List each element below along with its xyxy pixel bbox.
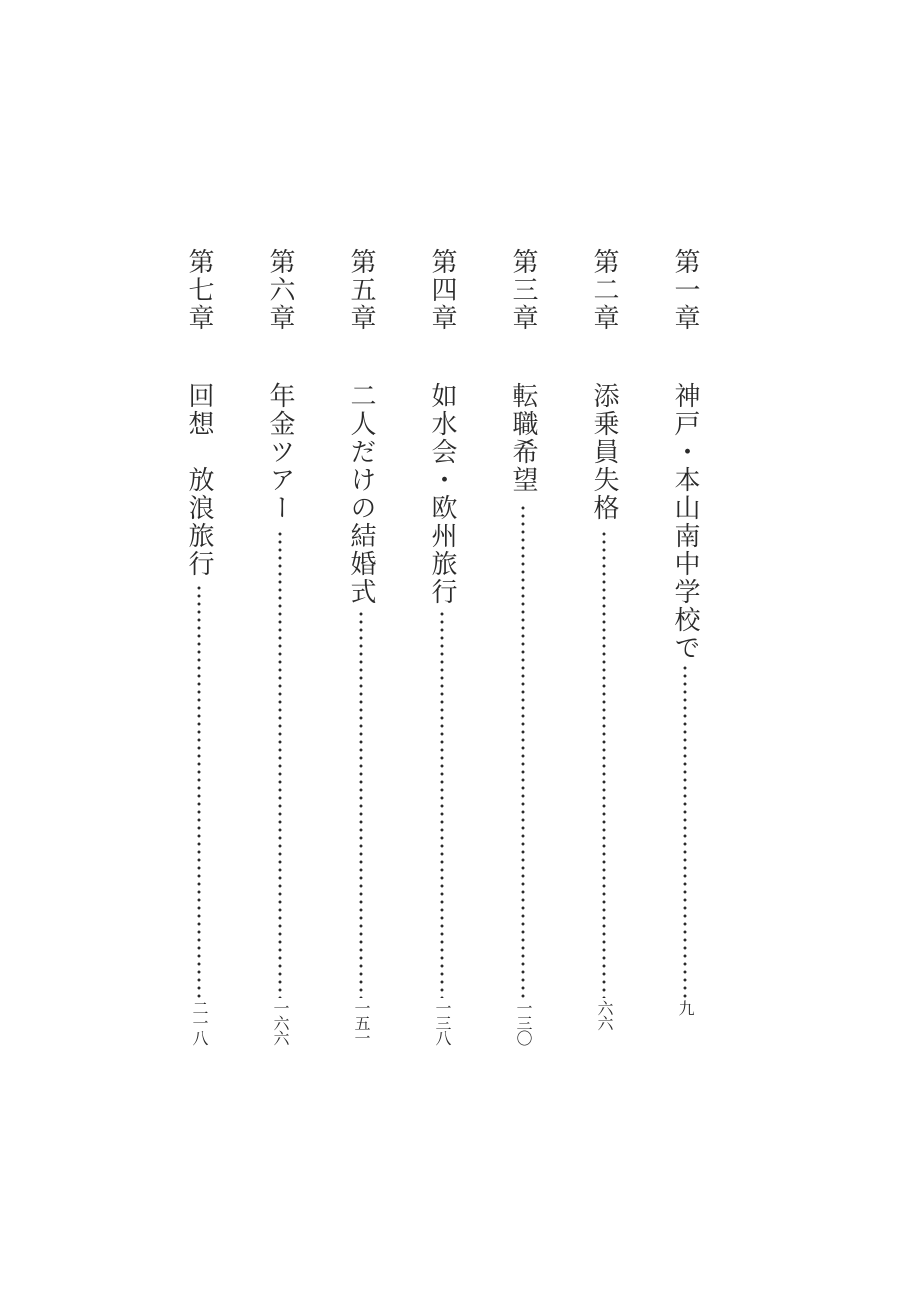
toc-entry-chapter-5 (341, 248, 381, 1048)
dot-leader (197, 584, 201, 998)
chapter-title: 回想 放浪旅行 (184, 382, 214, 578)
dot-leader (278, 530, 282, 998)
toc-entry-chapter-4 (422, 248, 462, 1048)
chapter-number: 第五章 (346, 248, 376, 332)
chapter-number: 第二章 (589, 248, 619, 332)
page-number: 一三八 (433, 1000, 452, 1045)
chapter-title: 二人だけの結婚式 (346, 382, 376, 606)
page-number: 二一八 (190, 1000, 209, 1045)
chapter-title: 如水会・欧州旅行 (427, 382, 457, 606)
dot-leader (683, 664, 687, 998)
dot-leader (359, 610, 363, 998)
chapter-title: 添乗員失格 (589, 382, 619, 522)
chapter-number: 第四章 (427, 248, 457, 332)
toc-entry-chapter-2 (584, 248, 624, 1048)
chapter-number: 第一章 (670, 248, 700, 332)
chapter-title: 神戸・本山南中学校で (670, 382, 700, 662)
dot-leader (521, 504, 525, 998)
dot-leader (602, 530, 606, 998)
dot-leader (440, 610, 444, 998)
page-number: 九 (676, 1000, 695, 1015)
chapter-number: 第六章 (265, 248, 295, 332)
toc-entry-chapter-3 (503, 248, 543, 1048)
page-number: 一六六 (271, 1000, 290, 1045)
toc-entry-chapter-6 (260, 248, 300, 1048)
page-number: 六六 (595, 1000, 614, 1030)
page-number: 一五一 (352, 1000, 371, 1045)
chapter-number: 第三章 (508, 248, 538, 332)
toc-entry-chapter-1 (665, 248, 705, 1048)
chapter-number: 第七章 (184, 248, 214, 332)
chapter-title: 年金ツアー (265, 382, 295, 522)
page-number: 一三〇 (514, 1000, 533, 1045)
toc-entry-chapter-7 (179, 248, 219, 1048)
chapter-title: 転職希望 (508, 382, 538, 494)
